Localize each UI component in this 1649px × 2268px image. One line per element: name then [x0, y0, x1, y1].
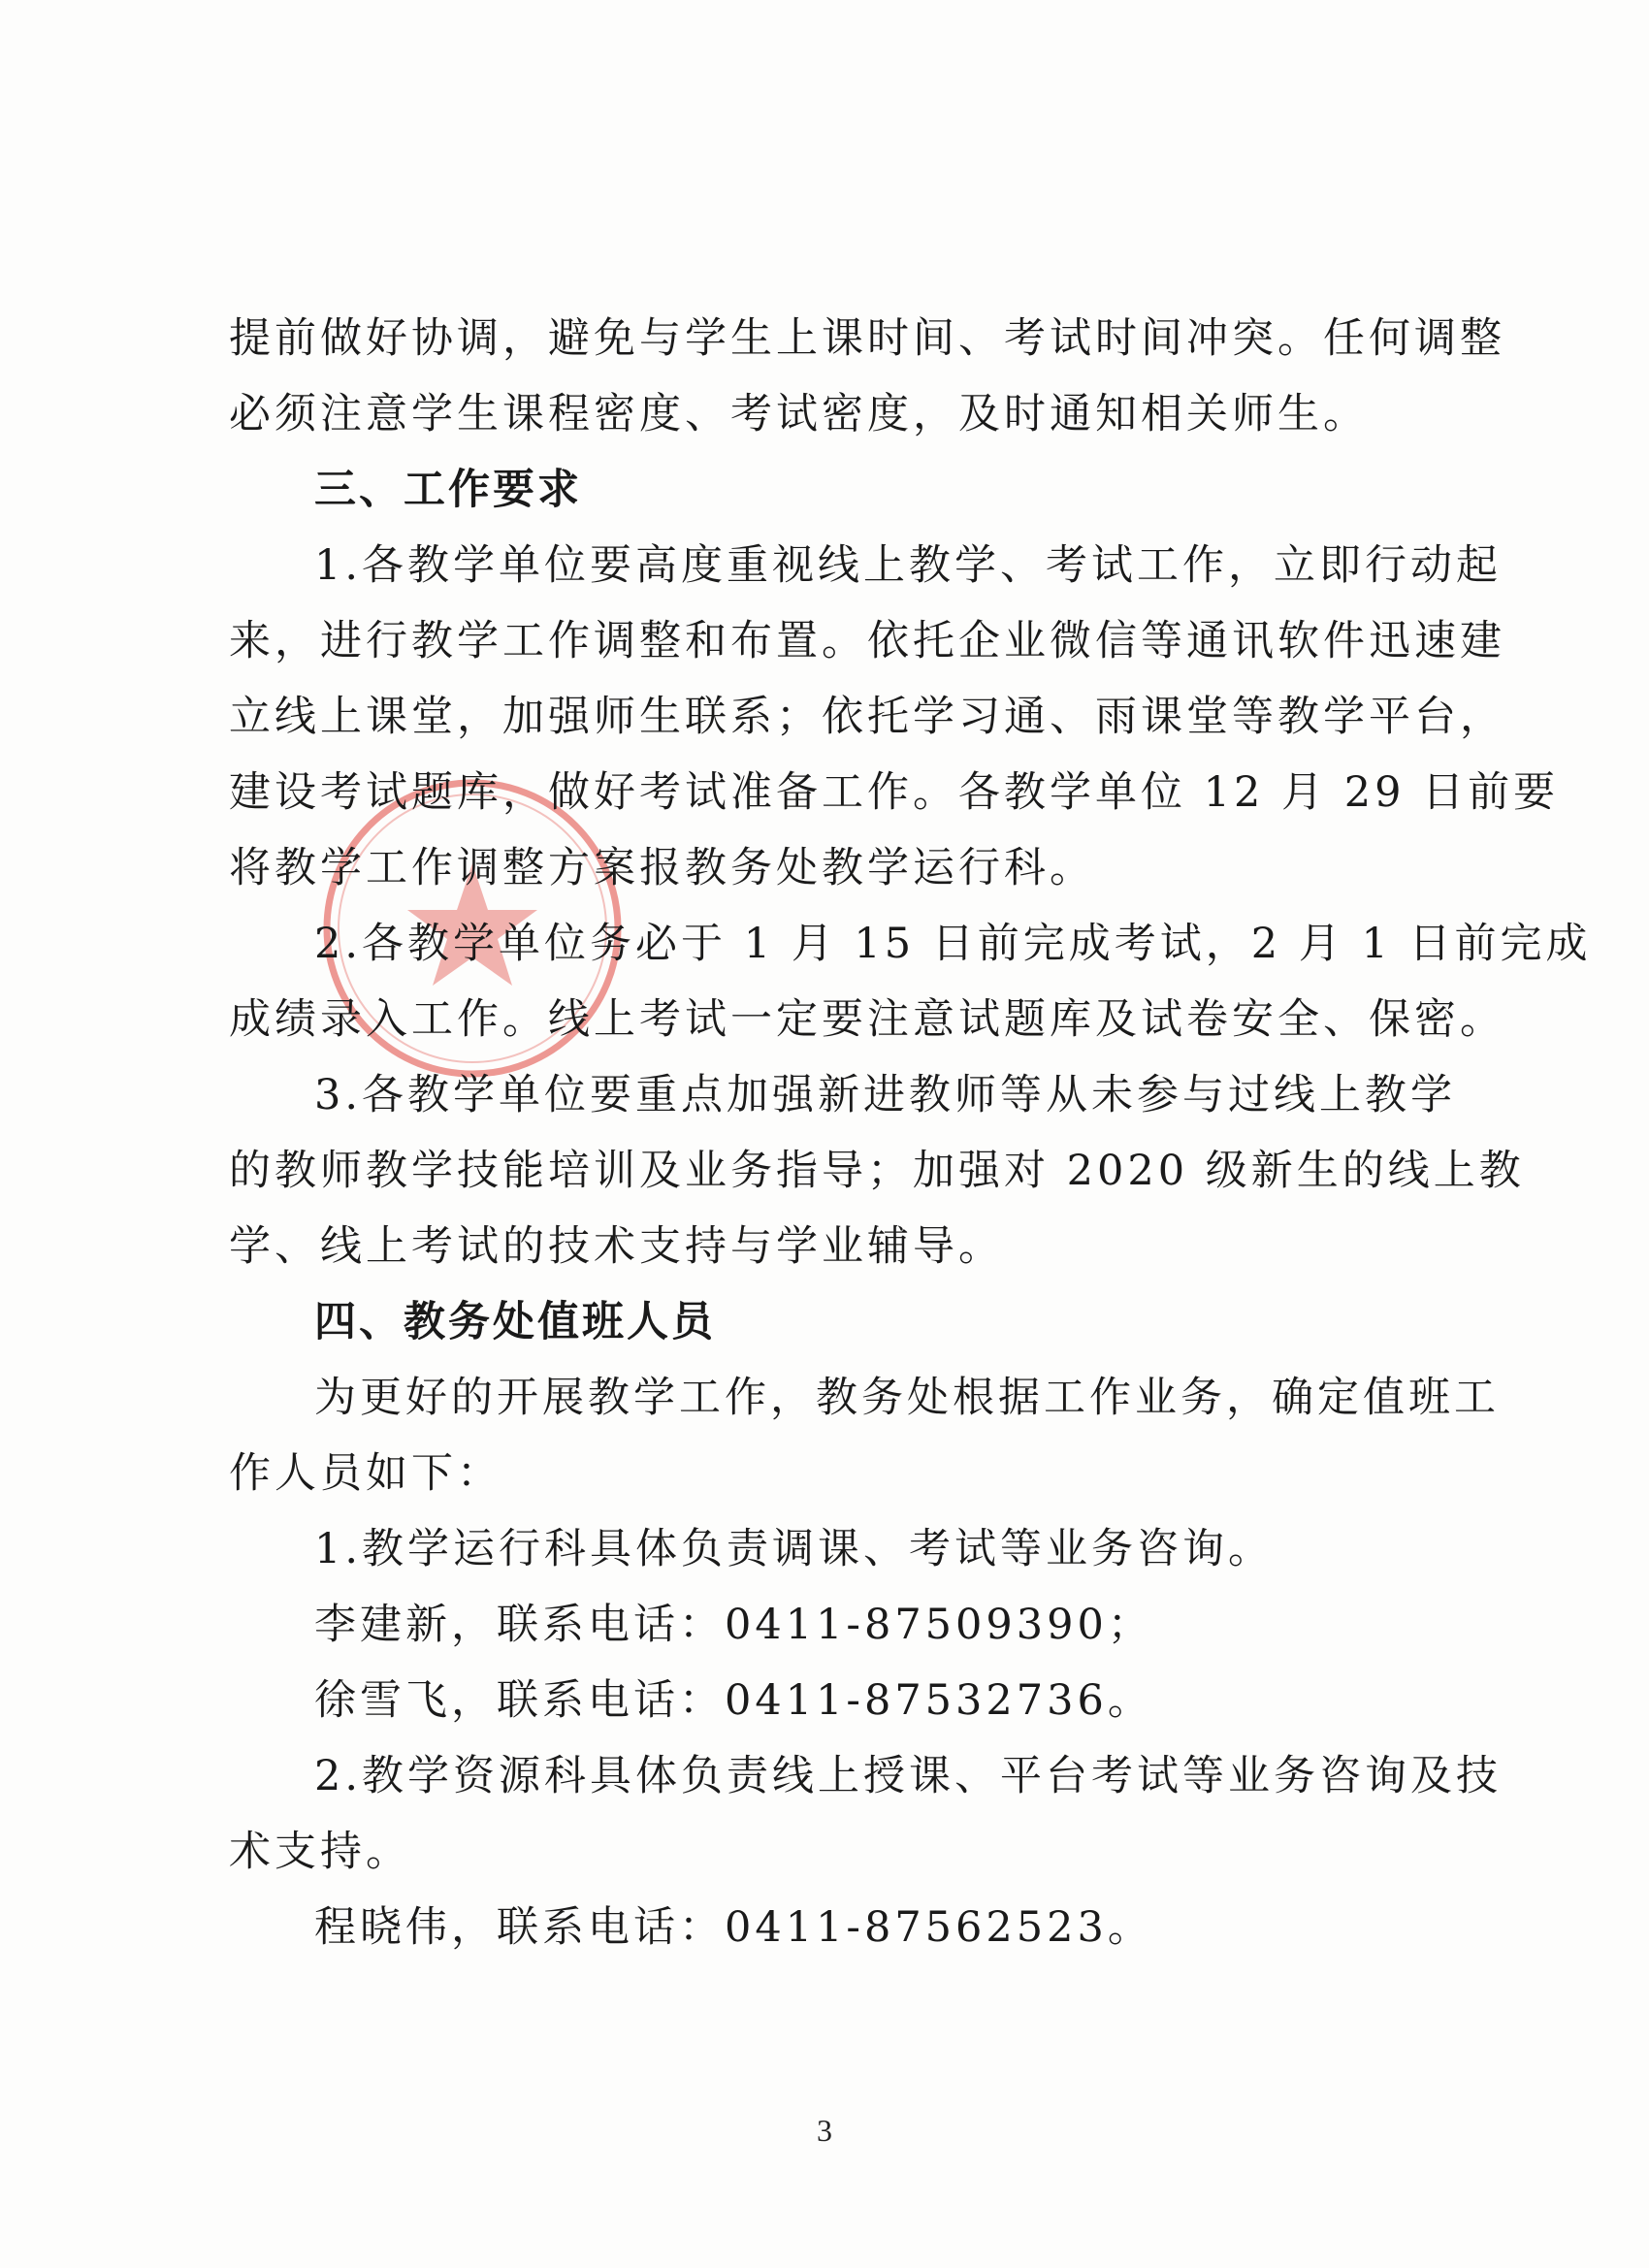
paragraph-line: 2.教学资源科具体负责线上授课、平台考试等业务咨询及技 — [314, 1752, 1503, 1800]
paragraph-line: 3.各教学单位要重点加强新进教师等从未参与过线上教学 — [314, 1071, 1457, 1119]
paragraph-line: 来，进行教学工作调整和布置。依托企业微信等通讯软件迅速建 — [229, 617, 1505, 665]
page-number: 3 — [817, 2113, 832, 2148]
paragraph-line: 1.教学运行科具体负责调课、考试等业务咨询。 — [314, 1525, 1275, 1573]
contact-line: 程晓伟，联系电话：0411-87562523。 — [314, 1903, 1153, 1952]
paragraph-line: 将教学工作调整方案报教务处教学运行科。 — [229, 844, 1095, 892]
contact-line: 徐雪飞，联系电话：0411-87532736。 — [314, 1676, 1153, 1725]
paragraph-line: 必须注意学生课程密度、考试密度，及时通知相关师生。 — [229, 390, 1369, 438]
section-heading: 三、工作要求 — [314, 466, 582, 514]
paragraph-line: 为更好的开展教学工作，教务处根据工作业务，确定值班工 — [314, 1374, 1500, 1422]
paragraph-line: 学、线上考试的技术支持与学业辅导。 — [229, 1222, 1004, 1271]
paragraph-line: 成绩录入工作。线上考试一定要注意试题库及试卷安全、保密。 — [229, 995, 1505, 1044]
paragraph-line: 提前做好协调，避免与学生上课时间、考试时间冲突。任何调整 — [229, 314, 1505, 363]
paragraph-line: 作人员如下： — [229, 1449, 502, 1498]
document-body — [229, 301, 1592, 1965]
paragraph-line: 的教师教学技能培训及业务指导；加强对 2020 级新生的线上教 — [229, 1147, 1525, 1195]
section-heading: 四、教务处值班人员 — [314, 1298, 716, 1346]
paragraph-line: 术支持。 — [229, 1828, 411, 1876]
paragraph-line: 建设考试题库，做好考试准备工作。各教学单位 12 月 29 日前要 — [229, 768, 1560, 817]
paragraph-line: 2.各教学单位务必于 1 月 15 日前完成考试，2 月 1 日前完成 — [314, 920, 1592, 968]
contact-line: 李建新，联系电话：0411-87509390； — [314, 1601, 1153, 1649]
paragraph-line: 1.各教学单位要高度重视线上教学、考试工作，立即行动起 — [314, 541, 1503, 590]
paragraph-line: 立线上课堂，加强师生联系；依托学习通、雨课堂等教学平台， — [229, 693, 1505, 741]
